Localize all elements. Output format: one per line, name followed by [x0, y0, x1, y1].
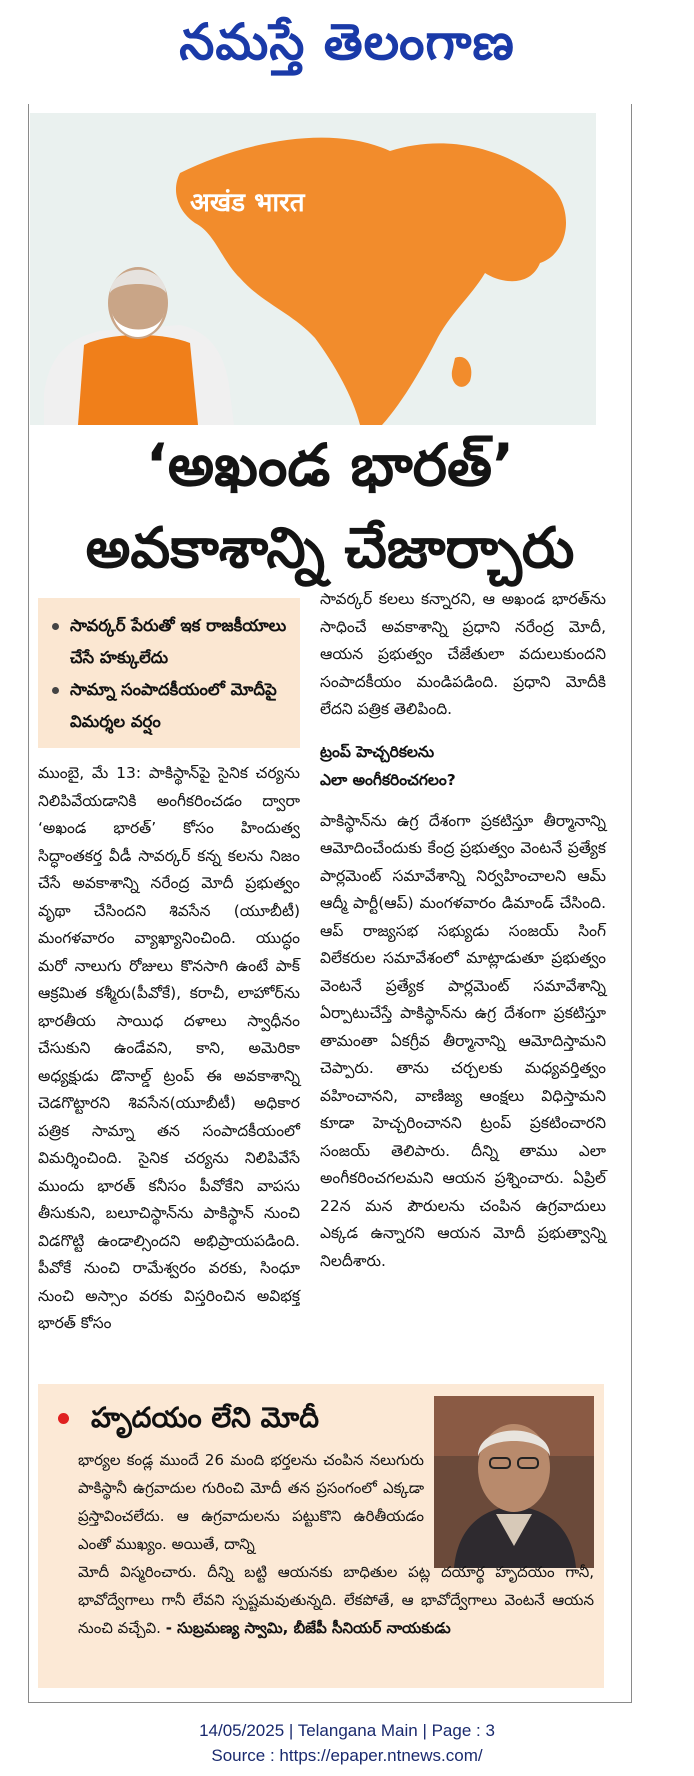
- highlight-item: [52, 610, 290, 674]
- quote-text: [78, 1446, 594, 1642]
- footer-source-line: Source : https://epaper.ntnews.com/: [211, 1746, 483, 1765]
- subheading-line-2: ఎలా అంగీకరించగలం?: [320, 770, 456, 789]
- quote-text-part-1: భార్యల కండ్ల ముందే 26 మంది భర్తలను చంపిన నలుగురు పాకిస్థానీ ఉగ్రవాదుల గురించి మోదీ తన ప్రసంగంలో ఎక్కడా ప్రస్తావించలేదు. ఆ ఉగ్రవాదులను పట్టుకొని ఉరితీయడం ఎంతో ముఖ్యం. అయితే, దాన్ని: [78, 1451, 424, 1553]
- highlights-box: [38, 598, 300, 748]
- footer-date-line: 14/05/2025 | Telangana Main | Page : 3: [199, 1721, 495, 1740]
- red-bullet-icon: [58, 1413, 69, 1424]
- body-paragraph: పాకిస్థాన్‌ను ఉగ్ర దేశంగా ప్రకటిస్తూ తీర్మానాన్ని ఆమోదించేందుకు కేంద్ర ప్రభుత్వం వెంటనే ప్రత్యేక పార్లమెంట్‌ సమావేశాన్ని నిర్వహించాలని ఆమ్‌ ఆద్మీ పార్టీ(ఆప్‌) మంగళవారం డిమాండ్‌ చేసింది. ఆప్‌ రాజ్యసభ సభ్యుడు సంజయ్‌ సింగ్‌ విలేకరుల సమావేశంలో మాట్లాడుతూ ప్రభుత్వం వెంటనే ప్రత్యేక పార్లమెంట్‌ సమావేశాన్ని ఏర్పాటుచేస్తే పాకిస్థాన్‌ను ఉగ్ర దేశంగా ప్రకటిస్తూ తామంతా ఏకగ్రీవ తీర్మానాన్ని ఆమోదిస్తామని చెప్పారు. తాను చర్చలకు మధ్యవర్తిత్వం వహించానని, వాణిజ్య ఆంక్షలు విధిస్తామని కూడా హెచ్చరించానని ట్రంప్‌ ప్రకటించారని సంజయ్‌ తెలిపారు. దీన్ని తాము ఎలా అంగీకరించగలమని ఆయన ప్రశ్నించారు. ఏప్రిల్‌ 22న మన పౌరులను చంపిన ఉగ్రవాదులు ఎక్కడ ఉన్నారని ఆయన మోదీ ప్రభుత్వాన్ని నిలదీశారు.: [320, 811, 606, 1270]
- highlight-text: సావర్కర్‌ పేరుతో ఇక రాజకీయాలు చేసే హక్కులేదు: [70, 616, 287, 667]
- quote-text-part-2: మోదీ విస్మరించారు. దీన్ని బట్టి ఆయనకు బాధితుల పట్ల దయార్థ హృదయం గానీ, భావోద్వేగాలు గానీ లేవని స్పష్టమవుతున్నది. లేకపోతే, ఆ భావోద్వేగాలు వెంటనే ఆయన నుంచి వచ్చేవి.: [78, 1563, 594, 1637]
- headline-line-1: ‘అఖండ భారత్‌’: [145, 431, 515, 499]
- bullet-icon: [52, 687, 59, 694]
- hero-illustration: [30, 113, 596, 425]
- masthead: [0, 0, 694, 96]
- masthead-title: నమస్తే తెలంగాణ: [179, 12, 515, 71]
- body-paragraph: సావర్కర్‌ కలలు కన్నారని, ఆ అఖండ భారత్‌ను సాధించే అవకాశాన్ని ప్రధాని నరేంద్ర మోదీ, ఆయన ప్రభుత్వం చేజేతులా వదులుకుందని సంపాదకీయం మండిపడింది. ప్రధాని మోదీకి లేదని పత్రిక తెలిపింది.: [320, 590, 606, 718]
- map-label: अखंड भारत: [190, 188, 305, 218]
- body-paragraph: ముంబై, మే 13: పాకిస్థాన్‌పై సైనిక చర్యను నిలిపివేయడానికి అంగీకరించడం ద్వారా ‘అఖండ భారత్‌’ కోసం హిందుత్వ సిద్ధాంతకర్త వీడీ సావర్కర్‌ కన్న కలను నిజం చేసే అవకాశాన్ని నరేంద్ర మోదీ ప్రభుత్వం వృథా చేసిందని శివసేన (యూబీటీ) మంగళవారం వ్యాఖ్యానించింది. యుద్ధం మరో నాలుగు రోజులు కొనసాగి ఉంటే పాక్‌ ఆక్రమిత కశ్మీరు(పీవోకే), కరాచీ, లాహోర్‌ను భారతీయ సాయిధ దళాలు స్వాధీనం చేసుకుని ఉండేవని, కాని, అమెరికా అధ్యక్షుడు డొనాల్డ్‌ ట్రంప్‌ ఈ అవకాశాన్ని చెడగొట్టారని శివసేన(యూబీటీ) అధికార పత్రిక సామ్నా తన సంపాదకీయంలో విమర్శించింది. సైనిక చర్యను నిలిపివేసే ముందు భారత్‌ కనీసం పీవోకేని వాపసు తీసుకుని, బలూచిస్థాన్‌ను పాకిస్థాన్‌ నుంచి విడగొట్టి ఉండాల్సిందని అభిప్రాయపడింది. పీవోకే నుంచి రామేశ్వరం వరకు, సింధూ నుంచి అస్సాం వరకు విస్తరించిన అవిభక్త భారత్‌ కోసం: [38, 764, 300, 1332]
- bullet-icon: [52, 623, 59, 630]
- quote-title: [52, 1398, 319, 1438]
- highlight-item: [52, 674, 290, 738]
- article-body-right-column: [320, 586, 606, 1275]
- quote-box: [38, 1384, 604, 1688]
- quote-attribution: - సుబ్రమణ్య స్వామి, బీజేపీ సీనియర్‌ నాయకుడు: [165, 1619, 451, 1637]
- highlight-text: సామ్నా సంపాదకీయంలో మోదీపై విమర్శల వర్షం: [70, 680, 277, 731]
- headline-line-2: అవకాశాన్ని చేజార్చారు: [85, 516, 575, 581]
- subheading-line-1: ట్రంప్‌ హెచ్చరికలను: [320, 742, 435, 761]
- quote-title-text: హృదయం లేని మోదీ: [91, 1401, 320, 1434]
- akhand-bharat-map-illustration: [30, 113, 596, 425]
- article-body-left-column: [38, 760, 300, 1338]
